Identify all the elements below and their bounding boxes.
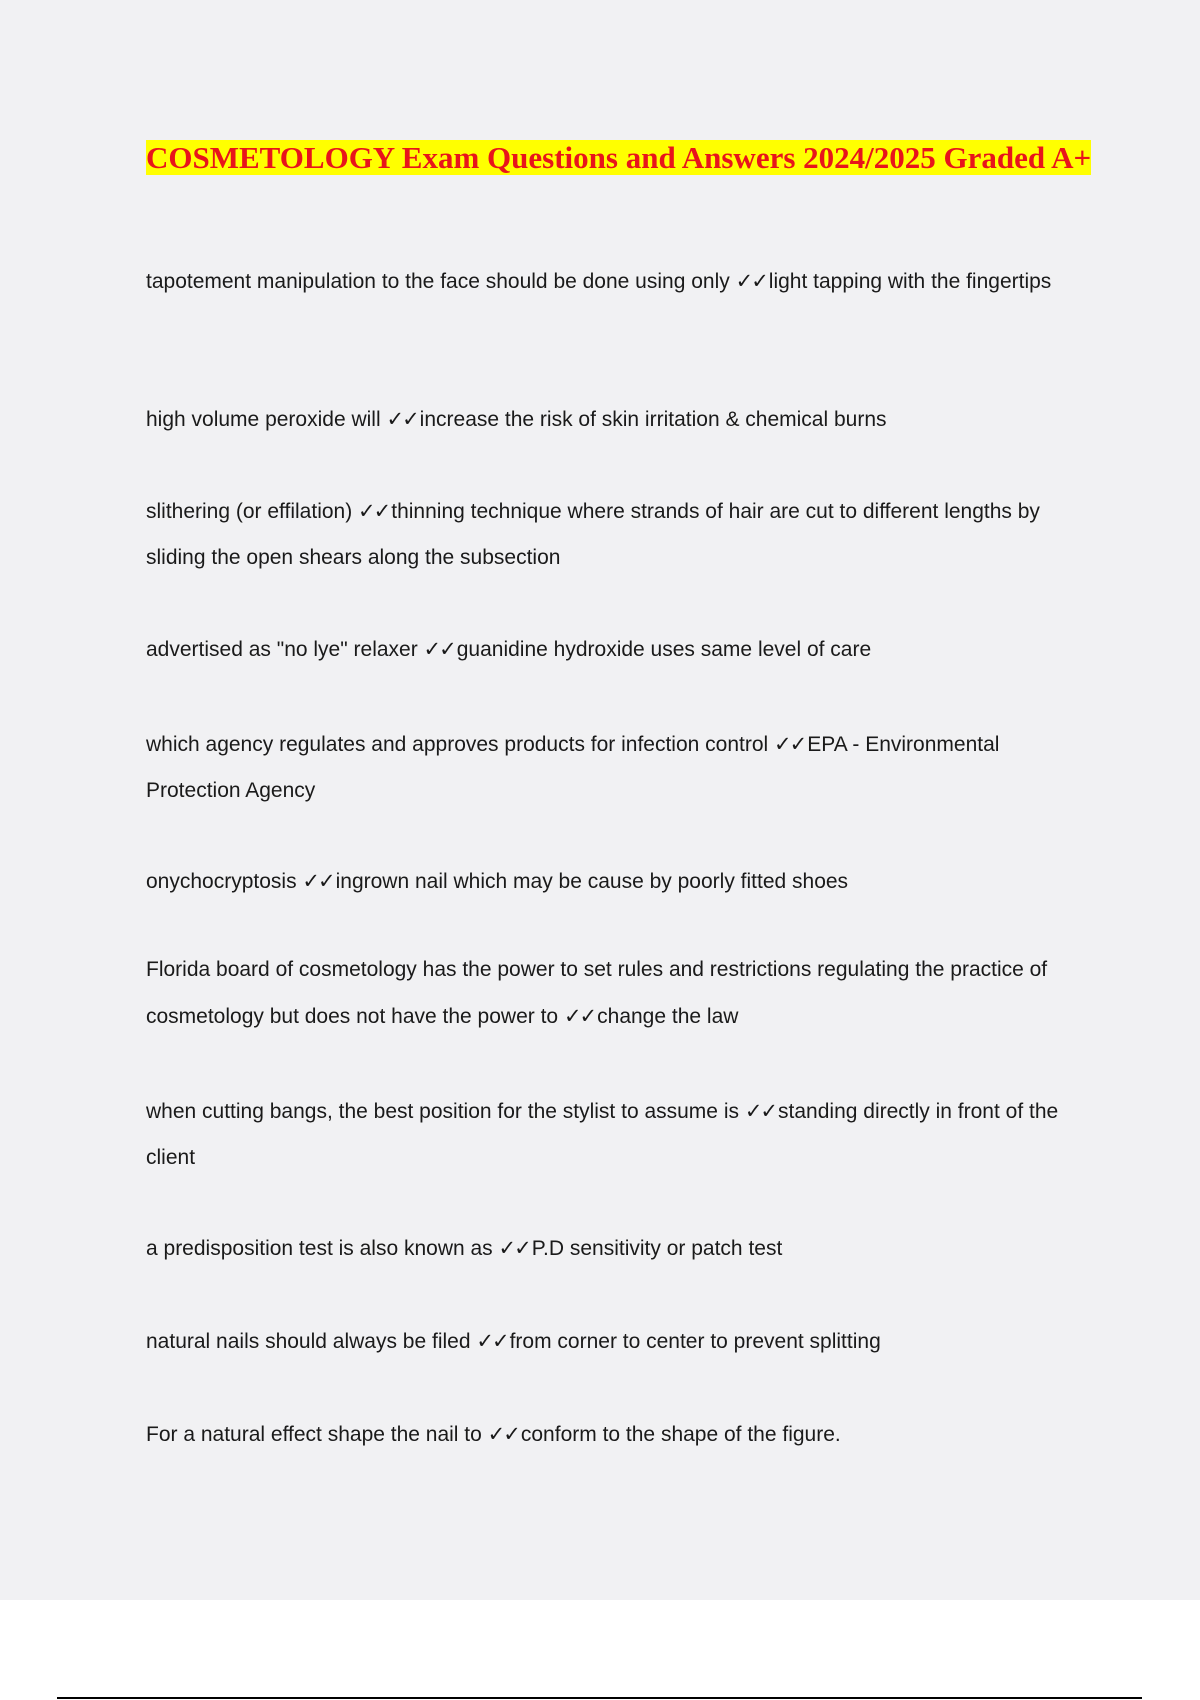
qa-entry	[146, 258, 1096, 305]
answer-text: from corner to center to prevent splitting	[509, 1330, 881, 1353]
double-check-icon: ✓✓	[744, 1099, 777, 1123]
question-text: advertised as "no lye" relaxer	[146, 638, 424, 661]
answer-text: guanidine hydroxide uses same level of care	[456, 638, 872, 661]
qa-entry	[146, 947, 1096, 1040]
qa-entry	[146, 1318, 1096, 1365]
question-text: For a natural effect shape the nail to	[146, 1423, 488, 1446]
double-check-icon: ✓✓	[487, 1422, 519, 1446]
title-text: COSMETOLOGY Exam Questions and Answers 2024/2025 Graded A+	[146, 140, 1092, 175]
double-check-icon: ✓✓	[735, 269, 767, 293]
qa-entry	[146, 1411, 1096, 1458]
question-text: onychocryptosis	[146, 870, 303, 893]
double-check-icon: ✓✓	[386, 407, 418, 431]
answer-text: light tapping with the fingertips	[768, 270, 1052, 293]
double-check-icon: ✓✓	[302, 869, 334, 893]
answer-text: conform to the shape of the figure.	[520, 1423, 841, 1446]
double-check-icon: ✓✓	[774, 732, 806, 756]
answer-text: ingrown nail which may be cause by poorly fitted shoes	[335, 870, 849, 893]
page-bottom-rule	[57, 1697, 1142, 1699]
question-text: when cutting bangs, the best position for the stylist to assume is	[146, 1100, 745, 1123]
double-check-icon: ✓✓	[423, 637, 455, 661]
question-text: which agency regulates and approves products for infection control	[146, 733, 775, 756]
double-check-icon: ✓✓	[476, 1329, 508, 1353]
question-text: natural nails should always be filed	[146, 1330, 477, 1353]
qa-entry	[146, 626, 1096, 673]
double-check-icon: ✓✓	[563, 1004, 596, 1028]
question-text: a predisposition test is also known as	[146, 1237, 499, 1260]
answer-text: thinning technique where strands of hair are cut to different lengths by sliding the open shears along the subsection	[146, 500, 1040, 569]
qa-entry	[146, 1225, 1096, 1272]
question-text: tapotement manipulation to the face should be done using only	[146, 270, 736, 293]
document-title	[146, 138, 1096, 177]
qa-entry	[146, 1088, 1096, 1181]
qa-entry	[146, 858, 1096, 905]
answer-text: P.D sensitivity or patch test	[531, 1237, 783, 1260]
qa-entry	[146, 396, 1096, 443]
answer-text: change the law	[597, 1005, 739, 1028]
question-text: Florida board of cosmetology has the power to set rules and restrictions regulating the practice of cosmetology but does not have the power to	[146, 958, 1048, 1028]
double-check-icon: ✓✓	[498, 1236, 530, 1260]
qa-entry	[146, 488, 1096, 581]
answer-text: standing directly in front of the client	[146, 1100, 1059, 1169]
answer-text: EPA - Environmental Protection Agency	[146, 733, 1000, 802]
answer-text: increase the risk of skin irritation & chemical burns	[419, 408, 887, 431]
double-check-icon: ✓✓	[358, 499, 390, 523]
question-text: high volume peroxide will	[146, 408, 387, 431]
qa-entry	[146, 721, 1096, 814]
question-text: slithering (or effilation)	[146, 500, 359, 523]
